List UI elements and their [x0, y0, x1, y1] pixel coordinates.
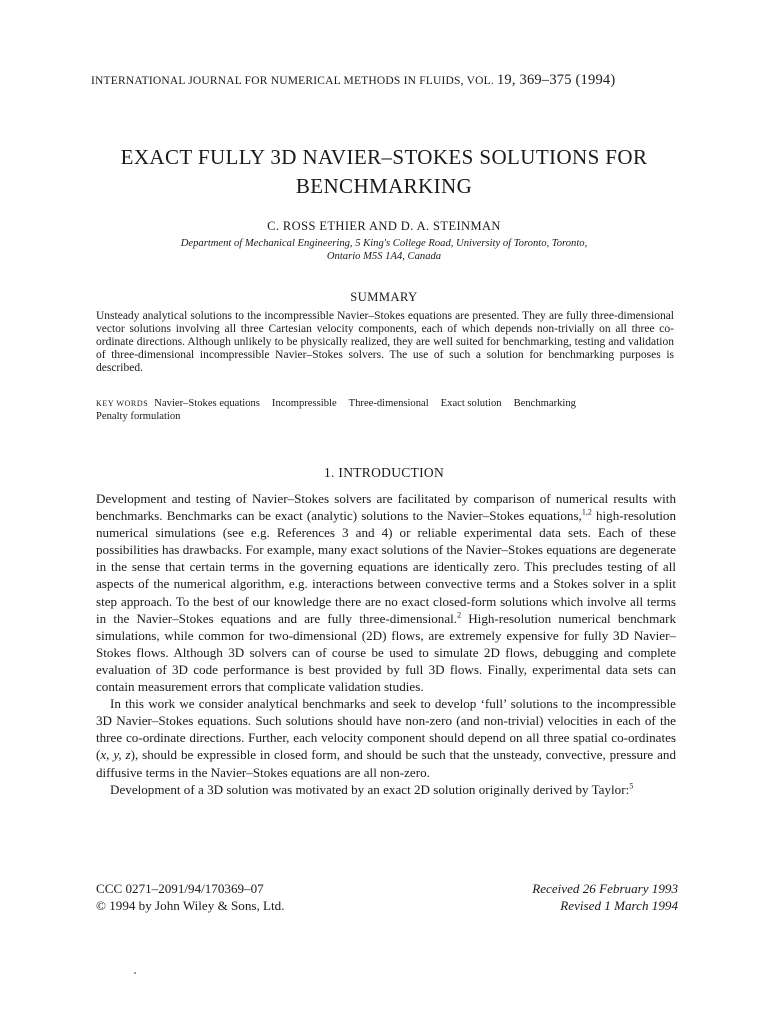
affiliation-line-2: Ontario M5S 1A4, Canada — [326, 251, 442, 262]
paragraph-3 — [96, 781, 676, 798]
paragraph-text: High-resolution numerical benchmark simulations, while common for two-dimensional (2D) flows, are extremely expensive for fully 3D Navier–Stokes flows. Although 3D solvers can of course be used to simulate 2D flows, debugging and complete evaluation of 3D code performance is best provided by full 3D flows. Finally, experimental data sets can contain measurement errors that complicate validation studies. — [96, 610, 676, 695]
journal-volume: 19, 369–375 (1994) — [496, 72, 616, 88]
keyword: Incompressible — [271, 398, 337, 409]
keyword: Three-dimensional — [348, 398, 429, 409]
footer-dates — [396, 880, 678, 914]
paragraph-1 — [96, 490, 676, 695]
citation: 5 — [629, 781, 634, 791]
ccc-code: CCC 0271–2091/94/170369–07 — [96, 881, 264, 896]
received-date: Received 26 February 1993 — [532, 881, 678, 896]
keyword: Benchmarking — [513, 398, 576, 409]
article-title — [84, 143, 684, 201]
summary-heading: SUMMARY — [350, 290, 418, 304]
keyword: Exact solution — [440, 398, 502, 409]
section-heading-introduction: 1. INTRODUCTION — [324, 465, 444, 480]
paragraph-text: Development of a 3D solution was motivated by an exact 2D solution originally derived by Taylor: — [110, 781, 630, 797]
revised-date: Revised 1 March 1994 — [560, 898, 678, 913]
scan-speck — [134, 972, 136, 974]
coordinate-variables: x, y, z — [100, 747, 131, 763]
copyright: © 1994 by John Wiley & Sons, Ltd. — [96, 898, 285, 913]
journal-name: INTERNATIONAL JOURNAL FOR NUMERICAL METHODS IN FLUIDS, VOL. — [91, 75, 494, 87]
paragraph-text: ), should be expressible in closed form, and should be such that the unsteady, convective, pressure and diffusive terms in the Navier–Stokes equations are all non-zero. — [96, 747, 676, 780]
affiliation — [114, 237, 654, 263]
introduction-body — [96, 490, 676, 798]
journal-header — [91, 72, 691, 89]
keywords — [96, 397, 674, 423]
summary-text: Unsteady analytical solutions to the incompressible Navier–Stokes equations are presented. They are fully three-dimensional vector solutions involving all three Cartesian velocity components, each of which depends non-trivially on all three co-ordinate directions. Although unlikely to be physically realized, they are well suited for benchmarking, testing and validation of three-dimensional incompressible Navier–Stokes solvers. The use of such a solution for benchmarking purposes is described. — [96, 310, 674, 375]
title-line-2: BENCHMARKING — [295, 174, 473, 198]
citation: 1,2 — [581, 507, 592, 517]
title-line-1: EXACT FULLY 3D NAVIER–STOKES SOLUTIONS FOR — [120, 145, 648, 169]
paragraph-text: high-resolution numerical simulations (see e.g. References 3 and 4) or reliable experimental data sets. Each of these possibilities has drawbacks. For example, many exact solutions of the Navier–Stokes equations are degenerate in the sense that certain terms in the governing equations are identically zero. This precludes testing of all aspects of the numerical algorithm, e.g. interactions between convective terms and a Stokes solver in a split step approach. To the best of our knowledge there are no exact closed-form solutions which involve all terms in the Navier–Stokes equations and are fully three-dimensional. — [96, 508, 677, 626]
paragraph-text: Development and testing of Navier–Stokes solvers are facilitated by comparison of numerical results with benchmarks. Benchmarks can be exact (analytic) solutions to the Navier–Stokes equations, — [96, 491, 676, 524]
keyword: Penalty formulation — [96, 411, 181, 422]
footer-publication-info — [96, 880, 396, 914]
citation: 2 — [457, 610, 462, 620]
paragraph-text: In this work we consider analytical benchmarks and seek to develop ‘full’ solutions to the incompressible 3D Navier–Stokes equations. Such solutions should have non-zero (and non-trivial) velocities in each of the three co-ordinate directions. Further, each velocity component should depend on all three spatial co-ordinates ( — [96, 696, 676, 763]
affiliation-line-1: Department of Mechanical Engineering, 5 King's College Road, University of Toronto, Toronto, — [180, 238, 588, 249]
paragraph-2 — [96, 695, 676, 780]
authors: C. ROSS ETHIER AND D. A. STEINMAN — [267, 219, 501, 233]
keywords-label: KEY WORDS — [96, 399, 149, 408]
keyword: Navier–Stokes equations — [154, 398, 260, 409]
